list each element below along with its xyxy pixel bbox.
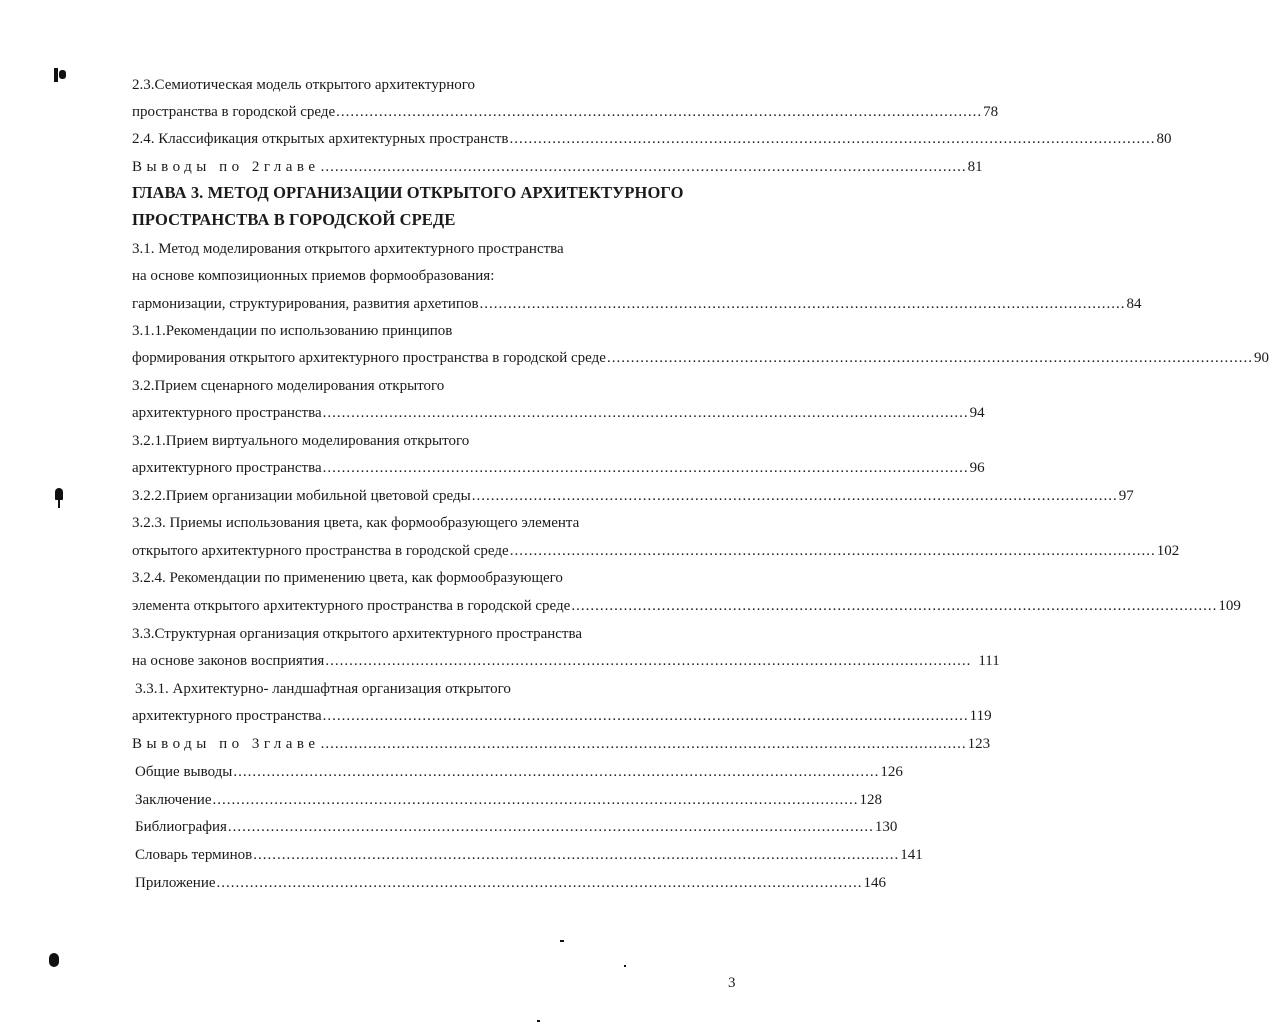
dot-leader: ........................................................................................................................................ [509, 131, 1156, 147]
toc-entry-title: Выводы по 2главе [132, 159, 320, 175]
toc-entry [132, 103, 999, 121]
toc-line: на основе композиционных приемов формообразования: [132, 268, 495, 284]
toc-entry-title: пространства в городской среде [132, 104, 336, 120]
dot-leader: ........................................................................................................................................ [322, 460, 969, 476]
dot-leader: ........................................................................................................................................ [233, 764, 880, 780]
dot-leader: ........................................................................................................................................ [212, 792, 859, 808]
toc-line: 3.3.Структурная организация открытого архитектурного пространства [132, 626, 583, 642]
toc-entry [132, 459, 985, 477]
toc-entry-title: 3.2.2.Прием организации мобильной цветовой среды [132, 488, 471, 504]
dot-leader: ........................................................................................................................................ [322, 405, 969, 421]
toc-entry-title: Общие выводы [135, 764, 233, 780]
toc-entry-page: 109 [1218, 598, 1241, 614]
toc-entry [132, 652, 1000, 670]
toc-entry [135, 791, 882, 809]
toc-entry [135, 763, 903, 781]
toc-entry-title: архитектурного пространства [132, 460, 322, 476]
scan-mark-middle-stem [58, 500, 60, 508]
toc-entry [132, 295, 1142, 313]
speck [560, 940, 564, 942]
toc-entry [132, 542, 1180, 560]
toc-entry-page: 130 [874, 819, 898, 835]
dot-leader: ........................................................................................................................................ [325, 653, 972, 669]
toc-entry-title: открытого архитектурного пространства в городской среде [132, 543, 509, 559]
toc-entry-page: 81 [967, 159, 983, 175]
toc-entry-title: 2.4. Классификация открытых архитектурных пространств [132, 131, 509, 147]
toc-entry-page: 123 [967, 736, 991, 752]
scan-mark-top [54, 68, 58, 82]
toc-entry [132, 707, 992, 725]
toc-entry-title: Приложение [135, 875, 216, 891]
toc-line: 3.1.1.Рекомендации по использованию принципов [132, 323, 453, 339]
toc-entry-title: архитектурного пространства [132, 708, 322, 724]
toc-entry [135, 818, 898, 836]
toc-entry [135, 846, 923, 864]
dot-leader: ........................................................................................................................................ [509, 543, 1156, 559]
toc-entry-page: 94 [969, 405, 985, 421]
toc-entry-page: 96 [969, 460, 985, 476]
toc-entry-page: 111 [978, 653, 1000, 669]
toc-entry [132, 487, 1134, 505]
toc-entry-page: 90 [1253, 350, 1269, 366]
toc-entry-title: гармонизации, структурирования, развития архетипов [132, 296, 479, 312]
dot-leader: ........................................................................................................................................ [571, 598, 1218, 614]
toc-entry [132, 349, 1269, 367]
toc-entry-title: элемента открытого архитектурного пространства в городской среде [132, 598, 571, 614]
speck [537, 1020, 540, 1022]
toc-entry-page: 84 [1126, 296, 1142, 312]
toc-entry-title: Выводы по 3главе [132, 736, 320, 752]
toc-entry-title: Заключение [135, 792, 212, 808]
toc-entry-title: Словарь терминов [135, 847, 253, 863]
scan-mark-middle [55, 488, 63, 500]
toc-entry-title: формирования открытого архитектурного пространства в городской среде [132, 350, 606, 366]
scan-mark-bottom [49, 953, 59, 967]
toc-line: 3.2.3. Приемы использования цвета, как формообразующего элемента [132, 515, 580, 531]
toc-entry-page: 141 [900, 847, 923, 863]
dot-leader: ........................................................................................................................................ [471, 488, 1118, 504]
toc-entry [132, 735, 991, 753]
dot-leader: ........................................................................................................................................ [320, 736, 967, 752]
toc-entry-page: 146 [863, 875, 887, 891]
dot-leader: ........................................................................................................................................ [320, 159, 967, 175]
toc-line: 3.2.4. Рекомендации по применению цвета, как формообразующего [132, 570, 563, 586]
toc-line: 2.3.Семиотическая модель открытого архитектурного [132, 77, 476, 93]
toc-entry-page: 126 [880, 764, 903, 780]
toc-line: 3.2.1.Прием виртуального моделирования открытого [132, 433, 470, 449]
toc-line: 3.3.1. Архитектурно- ландшафтная организация открытого [135, 681, 511, 697]
toc-entry-page: 119 [969, 708, 992, 724]
toc-line: 3.2.Прием сценарного моделирования открытого [132, 378, 445, 394]
toc-entry [135, 874, 887, 892]
toc-entry [132, 158, 983, 176]
toc-entry [132, 404, 985, 422]
toc-entry [132, 130, 1172, 148]
toc-line: 3.1. Метод моделирования открытого архитектурного пространства [132, 241, 564, 257]
toc-entry-title: на основе законов восприятия [132, 653, 325, 669]
chapter-heading: ГЛАВА 3. МЕТОД ОРГАНИЗАЦИИ ОТКРЫТОГО АРХИТЕКТУРНОГО [132, 183, 684, 202]
toc-entry-page: 78 [983, 104, 999, 120]
chapter-heading: ПРОСТРАНСТВА В ГОРОДСКОЙ СРЕДЕ [132, 210, 456, 229]
dot-leader: ........................................................................................................................................ [253, 847, 900, 863]
toc-entry-page: 128 [859, 792, 882, 808]
dot-leader: ........................................................................................................................................ [322, 708, 969, 724]
dot-leader: ........................................................................................................................................ [479, 296, 1126, 312]
toc-entry-title: архитектурного пространства [132, 405, 322, 421]
scan-mark-top-blot [59, 70, 66, 79]
speck [624, 965, 626, 967]
toc-entry-page: 97 [1118, 488, 1134, 504]
dot-leader: ........................................................................................................................................ [336, 104, 983, 120]
toc-entry [132, 597, 1241, 615]
toc-entry-page: 102 [1156, 543, 1180, 559]
toc-entry-title: Библиография [135, 819, 227, 835]
dot-leader: ........................................................................................................................................ [227, 819, 874, 835]
dot-leader: ........................................................................................................................................ [216, 875, 863, 891]
page-number: 3 [728, 975, 736, 991]
toc-entry-page: 80 [1156, 131, 1172, 147]
dot-leader: ........................................................................................................................................ [606, 350, 1253, 366]
